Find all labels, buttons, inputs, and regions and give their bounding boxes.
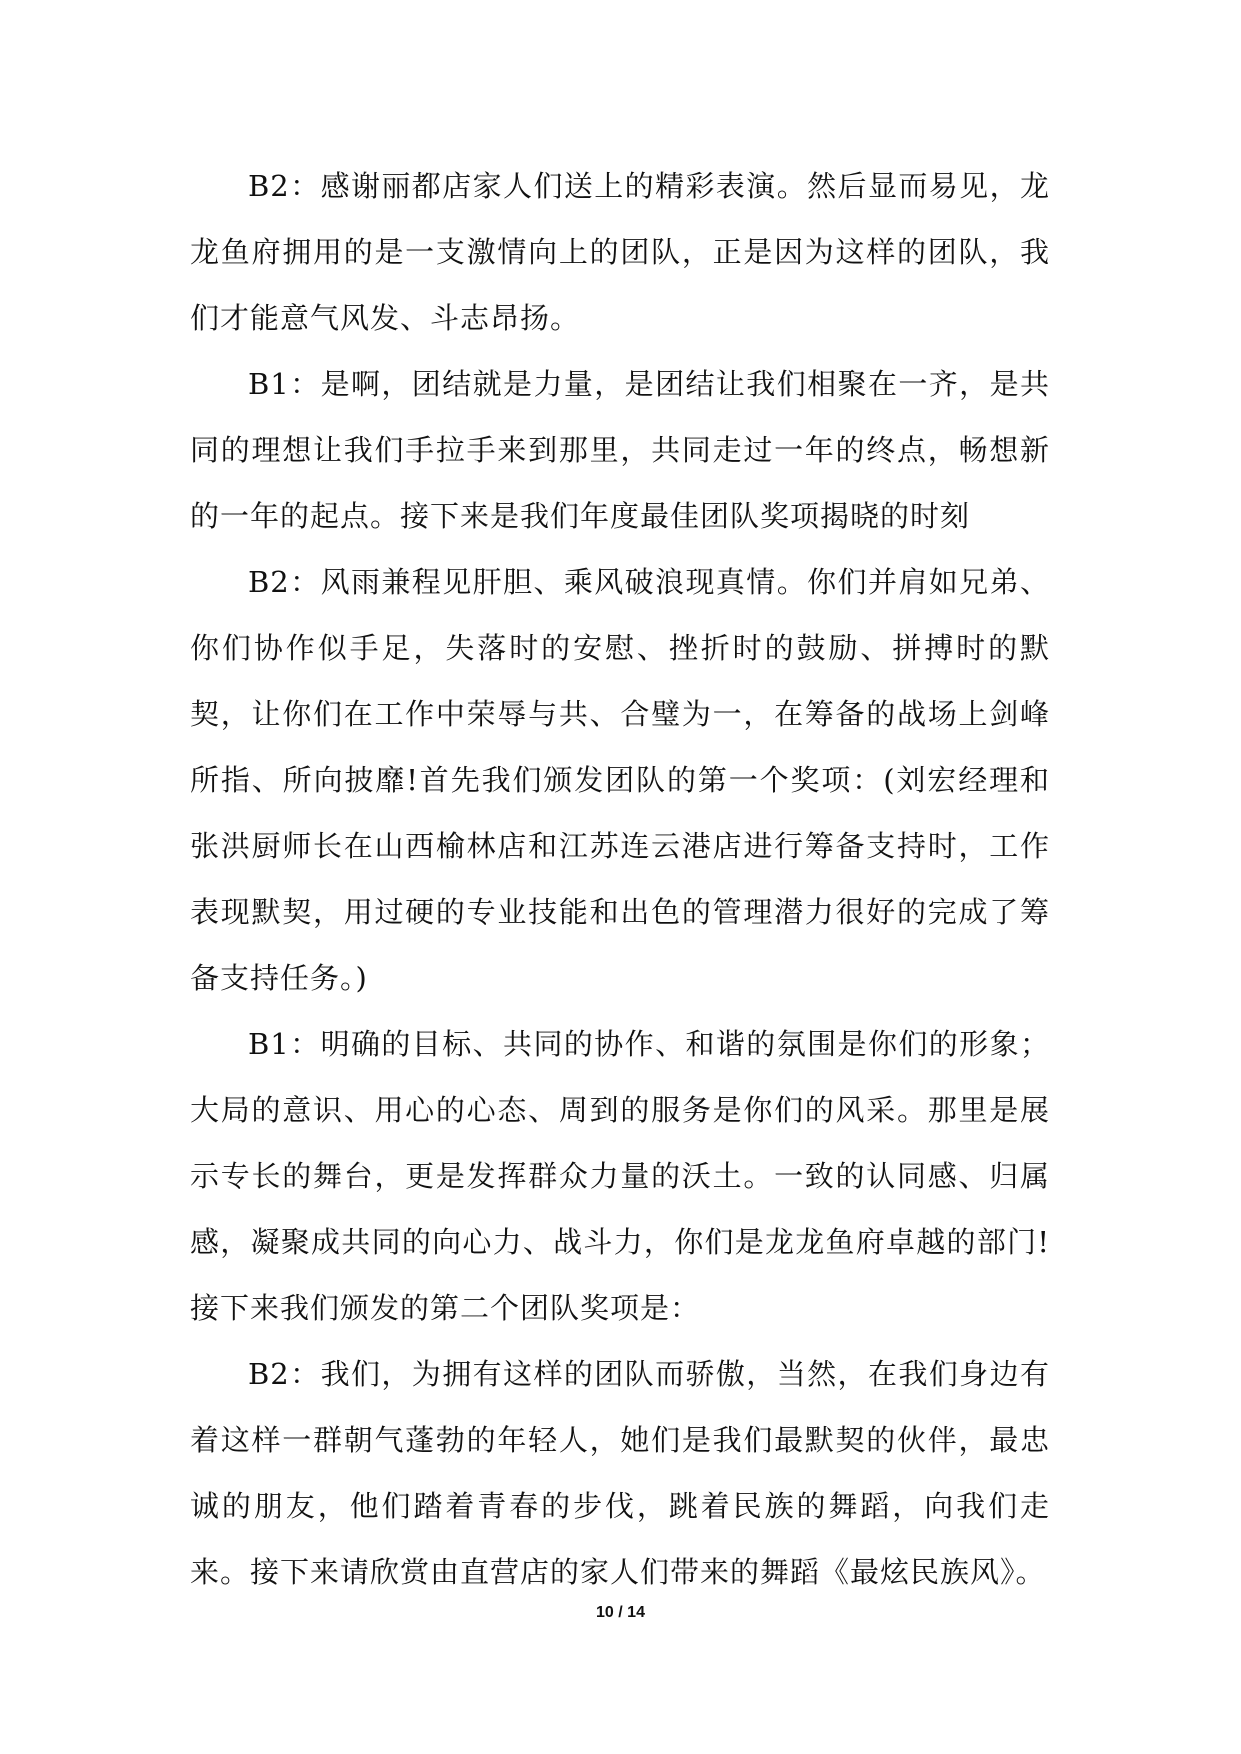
document-body (190, 153, 1050, 1605)
paragraph-1: B2：感谢丽都店家人们送上的精彩表演。然后显而易见，龙龙鱼府拥用的是一支激情向上的团队，正是因为这样的团队，我们才能意气风发、斗志昂扬。 (190, 169, 1050, 335)
paragraph-4: B1：明确的目标、共同的协作、和谐的氛围是你们的形象；大局的意识、用心的心态、周到的服务是你们的风采。那里是展示专长的舞台，更是发挥群众力量的沃土。一致的认同感、归属感，凝聚成共同的向心力、战斗力，你们是龙龙鱼府卓越的部门!接下来我们颁发的第二个团队奖项是： (190, 1027, 1050, 1325)
page-number: 10 / 14 (596, 1604, 645, 1621)
paragraph-5: B2：我们，为拥有这样的团队而骄傲，当然，在我们身边有着这样一群朝气蓬勃的年轻人，她们是我们最默契的伙伴，最忠诚的朋友，他们踏着青春的步伐，跳着民族的舞蹈，向我们走来。接下来请欣赏由直营店的家人们带来的舞蹈《最炫民族风》。 (190, 1357, 1050, 1589)
paragraph-2: B1：是啊，团结就是力量，是团结让我们相聚在一齐，是共同的理想让我们手拉手来到那里，共同走过一年的终点，畅想新的一年的起点。接下来是我们年度最佳团队奖项揭晓的时刻 (190, 367, 1050, 533)
paragraph-3: B2：风雨兼程见肝胆、乘风破浪现真情。你们并肩如兄弟、你们协作似手足，失落时的安慰、挫折时的鼓励、拼搏时的默契，让你们在工作中荣辱与共、合璧为一，在筹备的战场上剑峰所指、所向披靡!首先我们颁发团队的第一个奖项：(刘宏经理和张洪厨师长在山西榆林店和江苏连云港店进行筹备支持时，工作表现默契，用过硬的专业技能和出色的管理潜力很好的完成了筹备支持任务。) (190, 565, 1050, 995)
